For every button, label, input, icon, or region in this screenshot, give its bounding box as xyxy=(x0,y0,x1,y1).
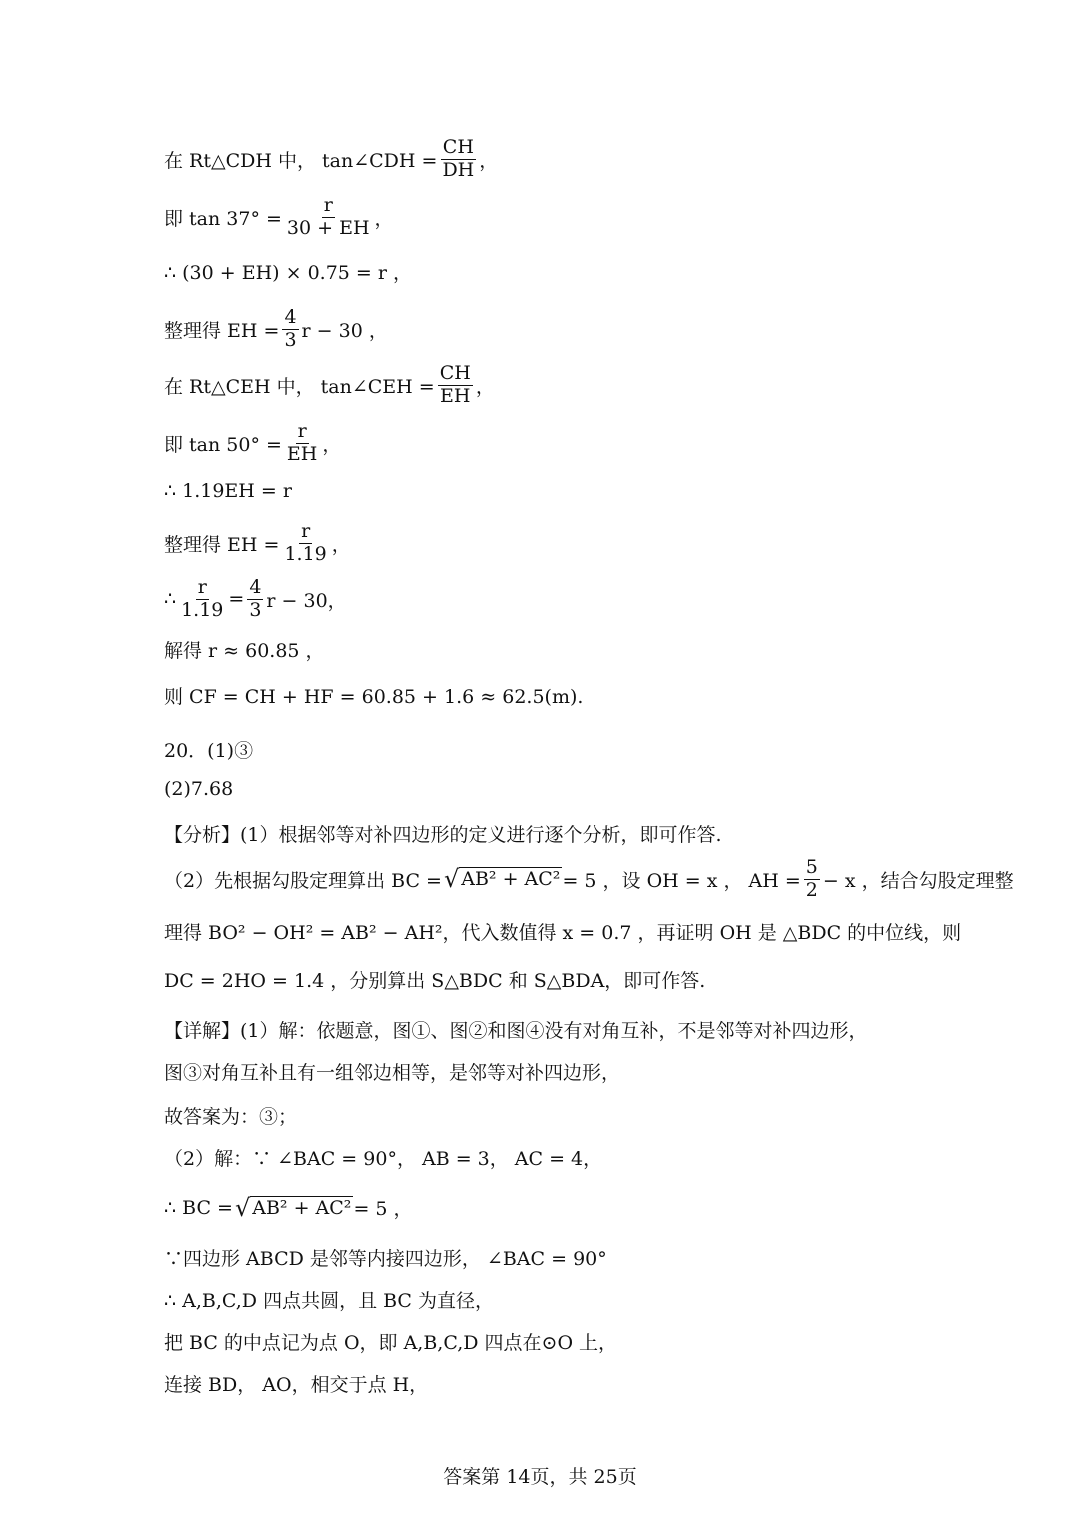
fraction xyxy=(285,422,319,465)
square-root xyxy=(443,865,562,894)
fraction xyxy=(804,858,820,901)
fraction xyxy=(285,196,372,239)
denominator: 30 + EH xyxy=(286,216,370,239)
numerator: r xyxy=(297,420,307,442)
step-text: ， xyxy=(322,433,342,456)
step-text: = xyxy=(228,588,245,611)
fraction xyxy=(247,578,263,621)
detail-text: 【详解】(1）解：依题意，图①、图②和图④没有对角互补，不是邻等对补四边形， xyxy=(164,1020,868,1042)
numerator: 4 xyxy=(249,576,262,598)
detail-8 xyxy=(164,1328,617,1355)
detail-6 xyxy=(164,1244,607,1271)
radicand: AB² + AC² xyxy=(461,868,561,891)
step-text: 在 Rt△CEH 中， tan∠CEH = xyxy=(164,375,435,398)
step-eh-r xyxy=(164,522,351,565)
detail-text: 故答案为：③； xyxy=(164,1106,298,1128)
radical-sign: √ xyxy=(234,1193,251,1222)
detail-7 xyxy=(164,1286,494,1313)
numerator: 4 xyxy=(284,306,297,328)
step-solve-r xyxy=(164,636,325,663)
detail-text: 连接 BD， AO，相交于点 H， xyxy=(164,1374,429,1396)
step-multiply xyxy=(164,258,412,285)
step-text: 整理得 EH = xyxy=(164,533,280,556)
answer-text: 20．(1)③ xyxy=(164,740,254,762)
analysis-text: = 5 ，设 OH = x ， AH = xyxy=(562,869,801,892)
analysis-2 xyxy=(164,858,1014,901)
step-text: 即 tan 50° = xyxy=(164,433,282,456)
step-text: 则 CF = CH + HF = 60.85 + 1.6 ≈ 62.5(m). xyxy=(164,686,584,708)
denominator: 2 xyxy=(805,878,818,901)
page-footer: 答案第 14页，共 25页 xyxy=(443,1466,637,1488)
analysis-text: 理得 BO² − OH² = AB² − AH²，代入数值得 x = 0.7 ，再证明 OH 是 △BDC 的中位线，则 xyxy=(164,922,962,944)
detail-4 xyxy=(164,1144,602,1171)
detail-2 xyxy=(164,1058,620,1085)
denominator: EH xyxy=(440,384,471,407)
analysis-text: − x ，结合勾股定理整 xyxy=(822,869,1014,892)
analysis-text: DC = 2HO = 1.4 ，分别算出 S△BDC 和 S△BDA，即可作答. xyxy=(164,970,706,992)
numerator: r xyxy=(301,520,311,542)
step-tan-ceh xyxy=(164,364,495,407)
step-tan-37 xyxy=(164,196,394,239)
detail-text: 图③对角互补且有一组邻边相等，是邻等对补四边形， xyxy=(164,1062,621,1084)
analysis-3 xyxy=(164,918,961,945)
step-tan-cdh xyxy=(164,138,498,181)
detail-text: ∴ A,B,C,D 四点共圆，且 BC 为直径， xyxy=(164,1290,494,1312)
step-eh-expression xyxy=(164,308,388,351)
step-tan-50 xyxy=(164,422,341,465)
answer-20-2 xyxy=(164,778,233,800)
analysis-text: （2）先根据勾股定理算出 BC = xyxy=(164,869,442,892)
detail-9 xyxy=(164,1370,428,1397)
denominator: 1.19 xyxy=(284,542,327,565)
numerator: r xyxy=(323,194,333,216)
fraction xyxy=(282,522,328,565)
detail-1 xyxy=(164,1016,868,1043)
step-1-19 xyxy=(164,480,292,502)
denominator: 3 xyxy=(249,598,262,621)
step-text: 解得 r ≈ 60.85 ， xyxy=(164,640,325,662)
step-text: ∴ 1.19EH = r xyxy=(164,480,292,502)
detail-text: = 5 ， xyxy=(353,1198,413,1220)
answer-text: (2)7.68 xyxy=(164,778,234,800)
step-text: ∴ (30 + EH) × 0.75 = r ， xyxy=(164,262,412,284)
detail-text: 把 BC 的中点记为点 O，即 A,B,C,D 四点在⊙O 上， xyxy=(164,1332,618,1354)
step-text: ， xyxy=(475,375,495,398)
denominator: DH xyxy=(442,158,475,181)
fraction xyxy=(282,308,298,351)
answer-20-1 xyxy=(164,736,253,763)
radical-sign: √ xyxy=(443,865,460,894)
detail-5 xyxy=(164,1194,413,1221)
denominator: 3 xyxy=(284,328,297,351)
fraction xyxy=(438,364,473,407)
step-text: 在 Rt△CDH 中， tan∠CDH = xyxy=(164,149,438,172)
analysis-text: 【分析】(1）根据邻等对补四边形的定义进行逐个分析，即可作答. xyxy=(164,824,722,846)
step-text: ， xyxy=(374,207,394,230)
step-text: ∴ xyxy=(164,588,177,611)
step-equation xyxy=(164,578,347,621)
step-text: 整理得 EH = xyxy=(164,319,280,342)
analysis-4 xyxy=(164,966,705,993)
step-text: ， xyxy=(479,149,499,172)
detail-3 xyxy=(164,1102,297,1129)
fraction xyxy=(440,138,476,181)
detail-text: ∵四边形 ABCD 是邻等内接四边形， ∠BAC = 90° xyxy=(164,1248,607,1270)
radicand: AB² + AC² xyxy=(252,1196,352,1219)
detail-text: ∴ BC = xyxy=(164,1196,233,1219)
analysis-1 xyxy=(164,820,722,847)
detail-text: （2）解：∵ ∠BAC = 90°， AB = 3， AC = 4， xyxy=(164,1148,603,1170)
step-text: 即 tan 37° = xyxy=(164,207,282,230)
numerator: CH xyxy=(442,136,474,158)
denominator: 1.19 xyxy=(181,598,224,621)
fraction xyxy=(179,578,225,621)
step-text: r − 30 ， xyxy=(301,319,388,342)
step-cf-result xyxy=(164,682,583,709)
square-root xyxy=(234,1193,353,1222)
numerator: 5 xyxy=(805,856,818,878)
step-text: r − 30， xyxy=(266,589,347,612)
denominator: EH xyxy=(286,442,318,465)
numerator: CH xyxy=(439,362,471,384)
step-text: ， xyxy=(331,533,351,556)
numerator: r xyxy=(197,576,207,598)
